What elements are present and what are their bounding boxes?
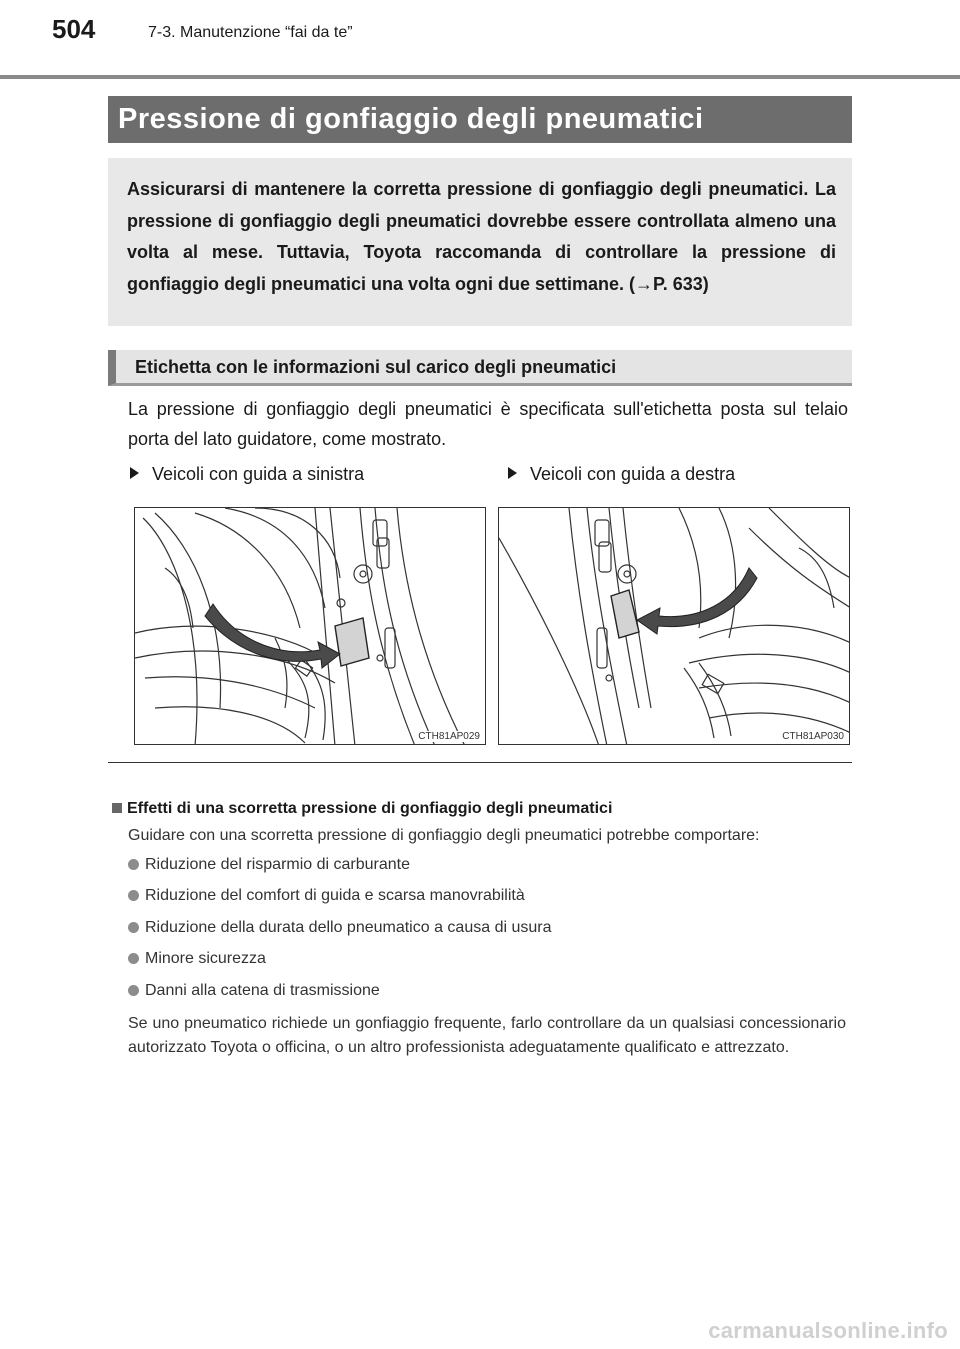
door-frame-illustration [499, 508, 850, 745]
watermark: carmanualsonline.info [708, 1318, 948, 1343]
triangle-bullet-icon [130, 467, 139, 479]
figure-label-right [508, 464, 735, 485]
list-item: Riduzione del comfort di guida e scarsa manovrabilità [128, 887, 525, 905]
figure-label-text: Veicoli con guida a destra [530, 464, 736, 484]
figure-left-hand-drive [134, 507, 486, 745]
figure-right-hand-drive [498, 507, 850, 745]
triangle-bullet-icon [508, 467, 517, 479]
figure-label-text: Veicoli con guida a sinistra [152, 464, 365, 484]
bullet-dot-icon [128, 859, 139, 870]
chapter-title: 7-3. Manutenzione “fai da te” [148, 24, 353, 41]
door-frame-illustration [135, 508, 486, 745]
effects-intro-wrapper [128, 800, 846, 848]
bullet-dot-icon [128, 922, 139, 933]
intro-box: Assicurarsi di mantenere la corretta pressione di gonfiaggio degli pneumatici. La pressione di gonfiaggio degli pneumatici dovrebbe essere controllata almeno una volta al mese. Tuttavia, Toyota raccomanda di controllare la pressione di gonfiaggio degli pneumatici una volta ogni due settimane. (→P. 633) [108, 158, 852, 326]
effects-closing: Se uno pneumatico richiede un gonfiaggio frequente, farlo controllare da un qualsiasi concessionario autorizzato Toyota o officina, o un altro professionista adeguatamente qualificato e attrezzato. [128, 1015, 846, 1056]
bullet-dot-icon [128, 890, 139, 901]
page-title: Pressione di gonfiaggio degli pneumatici [108, 96, 852, 143]
effects-intro: Guidare con una scorretta pressione di gonfiaggio degli pneumatici potrebbe comportare: [128, 827, 760, 844]
bullet-dot-icon [128, 953, 139, 964]
list-item: Minore sicurezza [128, 950, 266, 968]
label-paragraph: La pressione di gonfiaggio degli pneumatici è specificata sull'etichetta posta sul telaio porta del lato guidatore, come mostrato. [128, 399, 848, 449]
section-divider [108, 762, 852, 763]
page-number: 504 [52, 14, 96, 44]
list-item: Riduzione del risparmio di carburante [128, 856, 410, 874]
page-header [0, 0, 960, 80]
figure-code: CTH81AP029 [418, 731, 480, 742]
section-heading-label: Etichetta con le informazioni sul carico degli pneumatici [108, 350, 852, 386]
square-bullet-icon [112, 803, 122, 813]
figure-label-left [130, 464, 364, 485]
bullet-dot-icon [128, 985, 139, 996]
list-item: Riduzione della durata dello pneumatico a causa di usura [128, 919, 551, 937]
effects-heading-text: Effetti di una scorretta pressione di gonfiaggio degli pneumatici [127, 800, 613, 817]
header-rule [0, 75, 960, 79]
list-item: Danni alla catena di trasmissione [128, 982, 380, 1000]
figure-code: CTH81AP030 [782, 731, 844, 742]
